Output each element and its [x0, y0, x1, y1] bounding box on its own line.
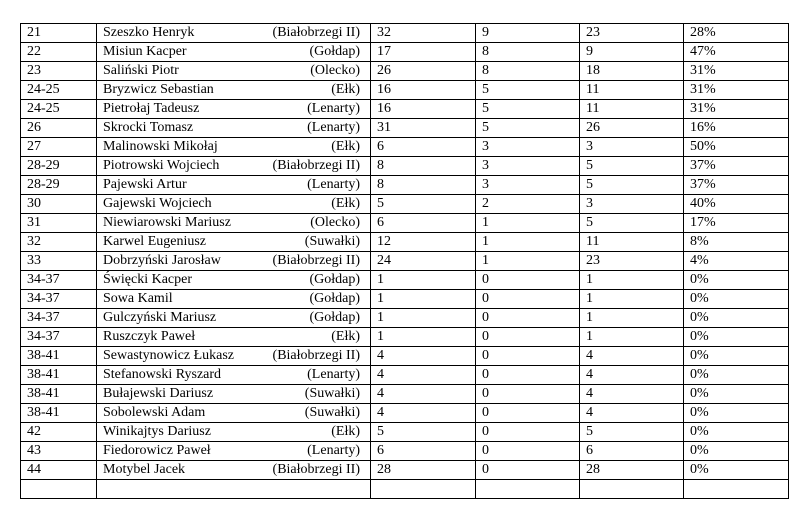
- wins-cell: 0: [476, 423, 580, 442]
- player-cell: [97, 366, 371, 385]
- percent-cell: 37%: [684, 157, 789, 176]
- games-cell: 24: [371, 252, 476, 271]
- empty-cell: [97, 480, 371, 499]
- percent-cell: 28%: [684, 24, 789, 43]
- table-row: [21, 100, 789, 119]
- losses-cell: 28: [580, 461, 684, 480]
- club-name: (Gołdap): [309, 291, 360, 306]
- games-cell: 32: [371, 24, 476, 43]
- percent-cell: 0%: [684, 423, 789, 442]
- wins-cell: 0: [476, 271, 580, 290]
- games-cell: 8: [371, 157, 476, 176]
- club-name: (Ełk): [331, 139, 360, 154]
- player-cell: [97, 290, 371, 309]
- player-name: Stefanowski Ryszard: [103, 367, 222, 382]
- wins-cell: 0: [476, 366, 580, 385]
- losses-cell: 3: [580, 195, 684, 214]
- percent-cell: 0%: [684, 461, 789, 480]
- player-name: Sowa Kamil: [103, 291, 173, 306]
- player-cell: [97, 252, 371, 271]
- losses-cell: 4: [580, 385, 684, 404]
- player-cell: [97, 62, 371, 81]
- rank-cell: 44: [21, 461, 97, 480]
- table-row: [21, 138, 789, 157]
- rank-cell: 21: [21, 24, 97, 43]
- club-name: (Lenarty): [307, 177, 360, 192]
- games-cell: 4: [371, 366, 476, 385]
- player-cell: [97, 195, 371, 214]
- wins-cell: 9: [476, 24, 580, 43]
- percent-cell: 31%: [684, 81, 789, 100]
- table-row: [21, 290, 789, 309]
- player-name: Gajewski Wojciech: [103, 196, 212, 211]
- games-cell: 4: [371, 385, 476, 404]
- player-name: Niewiarowski Mariusz: [103, 215, 231, 230]
- games-cell: 31: [371, 119, 476, 138]
- games-cell: 26: [371, 62, 476, 81]
- player-cell: [97, 214, 371, 233]
- wins-cell: 0: [476, 385, 580, 404]
- losses-cell: 11: [580, 81, 684, 100]
- wins-cell: 0: [476, 328, 580, 347]
- rank-cell: 34-37: [21, 290, 97, 309]
- standings-table: [20, 23, 789, 499]
- rank-cell: 31: [21, 214, 97, 233]
- table-row: [21, 195, 789, 214]
- player-name: Saliński Piotr: [103, 63, 179, 78]
- losses-cell: 6: [580, 442, 684, 461]
- rank-cell: 38-41: [21, 366, 97, 385]
- player-name: Fiedorowicz Paweł: [103, 443, 211, 458]
- player-name: Bułajewski Dariusz: [103, 386, 214, 401]
- standings-document: [20, 23, 789, 499]
- games-cell: 5: [371, 195, 476, 214]
- club-name: (Suwałki): [304, 405, 360, 420]
- games-cell: 1: [371, 328, 476, 347]
- losses-cell: 5: [580, 157, 684, 176]
- table-row: [21, 176, 789, 195]
- losses-cell: 11: [580, 233, 684, 252]
- table-row: [21, 252, 789, 271]
- rank-cell: 24-25: [21, 100, 97, 119]
- table-row: [21, 423, 789, 442]
- player-name: Szeszko Henryk: [103, 25, 195, 40]
- player-cell: [97, 233, 371, 252]
- games-cell: 1: [371, 290, 476, 309]
- rank-cell: 27: [21, 138, 97, 157]
- wins-cell: 1: [476, 233, 580, 252]
- wins-cell: 8: [476, 62, 580, 81]
- player-name: Skrocki Tomasz: [103, 120, 194, 135]
- player-name: Bryzwicz Sebastian: [103, 82, 214, 97]
- empty-cell: [371, 480, 476, 499]
- club-name: (Suwałki): [304, 234, 360, 249]
- player-name: Sewastynowicz Łukasz: [103, 348, 235, 363]
- games-cell: 16: [371, 100, 476, 119]
- wins-cell: 0: [476, 309, 580, 328]
- table-row: [21, 347, 789, 366]
- wins-cell: 0: [476, 404, 580, 423]
- games-cell: 6: [371, 138, 476, 157]
- percent-cell: 0%: [684, 328, 789, 347]
- club-name: (Białobrzegi II): [272, 348, 360, 363]
- games-cell: 4: [371, 347, 476, 366]
- player-cell: [97, 404, 371, 423]
- club-name: (Białobrzegi II): [272, 253, 360, 268]
- wins-cell: 0: [476, 442, 580, 461]
- games-cell: 5: [371, 423, 476, 442]
- empty-cell: [21, 480, 97, 499]
- player-cell: [97, 119, 371, 138]
- losses-cell: 23: [580, 24, 684, 43]
- player-cell: [97, 328, 371, 347]
- wins-cell: 8: [476, 43, 580, 62]
- games-cell: 1: [371, 271, 476, 290]
- club-name: (Białobrzegi II): [272, 462, 360, 477]
- club-name: (Białobrzegi II): [272, 25, 360, 40]
- club-name: (Ełk): [331, 424, 360, 439]
- player-cell: [97, 24, 371, 43]
- wins-cell: 0: [476, 461, 580, 480]
- games-cell: 16: [371, 81, 476, 100]
- percent-cell: 31%: [684, 62, 789, 81]
- rank-cell: 32: [21, 233, 97, 252]
- percent-cell: 17%: [684, 214, 789, 233]
- rank-cell: 33: [21, 252, 97, 271]
- percent-cell: 0%: [684, 442, 789, 461]
- losses-cell: 4: [580, 347, 684, 366]
- losses-cell: 1: [580, 328, 684, 347]
- rank-cell: 34-37: [21, 309, 97, 328]
- losses-cell: 4: [580, 404, 684, 423]
- table-row: [21, 309, 789, 328]
- empty-cell: [476, 480, 580, 499]
- losses-cell: 1: [580, 290, 684, 309]
- losses-cell: 4: [580, 366, 684, 385]
- losses-cell: 11: [580, 100, 684, 119]
- percent-cell: 40%: [684, 195, 789, 214]
- club-name: (Lenarty): [307, 120, 360, 135]
- table-row: [21, 24, 789, 43]
- club-name: (Suwałki): [304, 386, 360, 401]
- percent-cell: 4%: [684, 252, 789, 271]
- empty-cell: [684, 480, 789, 499]
- losses-cell: 18: [580, 62, 684, 81]
- player-name: Piotrowski Wojciech: [103, 158, 220, 173]
- table-row: [21, 328, 789, 347]
- rank-cell: 38-41: [21, 385, 97, 404]
- rank-cell: 43: [21, 442, 97, 461]
- percent-cell: 0%: [684, 366, 789, 385]
- percent-cell: 0%: [684, 404, 789, 423]
- table-row: [21, 385, 789, 404]
- table-row: [21, 404, 789, 423]
- player-name: Motybel Jacek: [103, 462, 186, 477]
- player-cell: [97, 81, 371, 100]
- losses-cell: 9: [580, 43, 684, 62]
- player-name: Ruszczyk Paweł: [103, 329, 196, 344]
- player-cell: [97, 385, 371, 404]
- games-cell: 8: [371, 176, 476, 195]
- wins-cell: 1: [476, 214, 580, 233]
- club-name: (Lenarty): [307, 443, 360, 458]
- table-row: [21, 233, 789, 252]
- rank-cell: 28-29: [21, 176, 97, 195]
- player-cell: [97, 43, 371, 62]
- losses-cell: 1: [580, 309, 684, 328]
- table-row: [21, 214, 789, 233]
- wins-cell: 5: [476, 119, 580, 138]
- rank-cell: 34-37: [21, 271, 97, 290]
- losses-cell: 5: [580, 214, 684, 233]
- wins-cell: 5: [476, 100, 580, 119]
- rank-cell: 42: [21, 423, 97, 442]
- table-row: [21, 366, 789, 385]
- empty-table-row: [21, 480, 789, 499]
- club-name: (Ełk): [331, 329, 360, 344]
- percent-cell: 16%: [684, 119, 789, 138]
- games-cell: 6: [371, 442, 476, 461]
- club-name: (Lenarty): [307, 367, 360, 382]
- percent-cell: 0%: [684, 385, 789, 404]
- player-cell: [97, 347, 371, 366]
- club-name: (Gołdap): [309, 44, 360, 59]
- losses-cell: 5: [580, 423, 684, 442]
- player-cell: [97, 461, 371, 480]
- player-cell: [97, 176, 371, 195]
- games-cell: 12: [371, 233, 476, 252]
- player-name: Gulczyński Mariusz: [103, 310, 217, 325]
- rank-cell: 30: [21, 195, 97, 214]
- player-name: Dobrzyński Jarosław: [103, 253, 221, 268]
- standings-table-body: [21, 24, 789, 499]
- club-name: (Białobrzegi II): [272, 158, 360, 173]
- player-cell: [97, 442, 371, 461]
- rank-cell: 26: [21, 119, 97, 138]
- percent-cell: 0%: [684, 309, 789, 328]
- empty-cell: [580, 480, 684, 499]
- rank-cell: 38-41: [21, 347, 97, 366]
- losses-cell: 1: [580, 271, 684, 290]
- percent-cell: 0%: [684, 290, 789, 309]
- club-name: (Olecko): [310, 63, 360, 78]
- table-row: [21, 442, 789, 461]
- games-cell: 1: [371, 309, 476, 328]
- table-row: [21, 157, 789, 176]
- player-name: Winikajtys Dariusz: [103, 424, 211, 439]
- percent-cell: 47%: [684, 43, 789, 62]
- player-name: Pietrołaj Tadeusz: [103, 101, 200, 116]
- percent-cell: 0%: [684, 271, 789, 290]
- wins-cell: 2: [476, 195, 580, 214]
- wins-cell: 3: [476, 176, 580, 195]
- rank-cell: 28-29: [21, 157, 97, 176]
- wins-cell: 3: [476, 138, 580, 157]
- player-name: Misiun Kacper: [103, 44, 187, 59]
- rank-cell: 22: [21, 43, 97, 62]
- wins-cell: 0: [476, 347, 580, 366]
- percent-cell: 0%: [684, 347, 789, 366]
- club-name: (Ełk): [331, 196, 360, 211]
- games-cell: 28: [371, 461, 476, 480]
- player-name: Sobolewski Adam: [103, 405, 206, 420]
- table-row: [21, 81, 789, 100]
- player-cell: [97, 138, 371, 157]
- club-name: (Olecko): [310, 215, 360, 230]
- player-cell: [97, 423, 371, 442]
- table-row: [21, 461, 789, 480]
- games-cell: 4: [371, 404, 476, 423]
- player-cell: [97, 309, 371, 328]
- player-name: Karwel Eugeniusz: [103, 234, 207, 249]
- games-cell: 17: [371, 43, 476, 62]
- wins-cell: 3: [476, 157, 580, 176]
- player-cell: [97, 157, 371, 176]
- club-name: (Gołdap): [309, 310, 360, 325]
- losses-cell: 3: [580, 138, 684, 157]
- wins-cell: 5: [476, 81, 580, 100]
- rank-cell: 24-25: [21, 81, 97, 100]
- losses-cell: 26: [580, 119, 684, 138]
- percent-cell: 37%: [684, 176, 789, 195]
- club-name: (Gołdap): [309, 272, 360, 287]
- club-name: (Ełk): [331, 82, 360, 97]
- rank-cell: 34-37: [21, 328, 97, 347]
- losses-cell: 5: [580, 176, 684, 195]
- rank-cell: 23: [21, 62, 97, 81]
- player-cell: [97, 100, 371, 119]
- rank-cell: 38-41: [21, 404, 97, 423]
- percent-cell: 8%: [684, 233, 789, 252]
- club-name: (Lenarty): [307, 101, 360, 116]
- player-name: Malinowski Mikołaj: [103, 139, 218, 154]
- wins-cell: 1: [476, 252, 580, 271]
- games-cell: 6: [371, 214, 476, 233]
- percent-cell: 50%: [684, 138, 789, 157]
- wins-cell: 0: [476, 290, 580, 309]
- player-name: Pajewski Artur: [103, 177, 187, 192]
- table-row: [21, 43, 789, 62]
- table-row: [21, 62, 789, 81]
- table-row: [21, 119, 789, 138]
- player-name: Święcki Kacper: [103, 272, 193, 287]
- player-cell: [97, 271, 371, 290]
- losses-cell: 23: [580, 252, 684, 271]
- percent-cell: 31%: [684, 100, 789, 119]
- table-row: [21, 271, 789, 290]
